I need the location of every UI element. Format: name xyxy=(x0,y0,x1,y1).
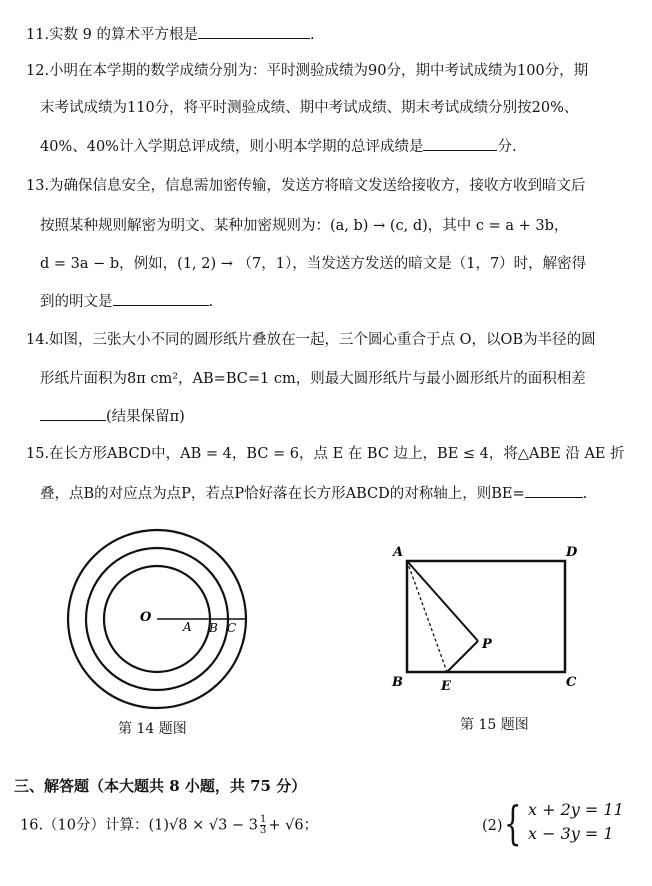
figure-14-circles xyxy=(66,528,248,710)
label-C: C xyxy=(227,621,237,635)
q14-line1: 14.如图，三张大小不同的圆形纸片叠放在一起，三个圆心重合于点 O，以OB为半径的圆 xyxy=(26,332,596,348)
fraction-denominator: 3 xyxy=(259,825,267,836)
answer-blank xyxy=(525,483,583,498)
q13-line3: d = 3a − b，例如，(1, 2) → （7，1），当发送方发送的暗文是（1，7）时，解密得 xyxy=(40,256,587,272)
fraction-numerator: 1 xyxy=(259,814,267,825)
label-B: B xyxy=(392,675,403,690)
q15-line2-text: 叠，点B的对应点为点P，若点P恰好落在长方形ABCD的对称轴上，则BE= xyxy=(40,486,525,502)
question-13-line4: 到的明文是 . xyxy=(40,291,213,312)
label-C: C xyxy=(566,675,577,690)
q16-part2-label: (2) xyxy=(482,818,503,834)
label-D: D xyxy=(566,545,578,560)
question-16-part1 xyxy=(20,815,318,836)
q12-line1: 12.小明在本学期的数学成绩分别为：平时测验成绩为90分，期中考试成绩为100分，期 xyxy=(26,63,589,79)
question-14-line3 xyxy=(40,406,185,427)
fig14-caption: 第 14 题图 xyxy=(118,721,187,737)
label-E: E xyxy=(441,679,451,694)
answer-blank xyxy=(113,291,209,306)
q15-line1: 15.在长方形ABCD中，AB = 4，BC = 6，点 E 在 BC 边上，BE ≤ 4，将△ABE 沿 AE 折 xyxy=(26,446,625,462)
q11-text: 11.实数 9 的算术平方根是 xyxy=(26,27,199,43)
q16-equation-1: x + 2y = 11 xyxy=(528,800,624,819)
q16-part1-text: 16.（10分）计算：(1)√8 × √3 − 3 xyxy=(20,817,258,834)
fold-line-ae xyxy=(407,561,447,672)
q16-fraction xyxy=(260,815,266,836)
question-15-line2: 叠，点B的对应点为点P，若点P恰好落在长方形ABCD的对称轴上，则BE= . xyxy=(40,483,587,504)
label-B: B xyxy=(209,621,218,635)
section-title: 三、解答题（本大题共 8 小题，共 75 分） xyxy=(14,777,307,795)
answer-blank xyxy=(198,24,310,39)
q13-line2: 按照某种规则解密为明文、某种加密规则为：(a, b) → (c, d)，其中 c = a + 3b， xyxy=(40,218,569,234)
question-12-line3 xyxy=(40,136,517,157)
label-O: O xyxy=(140,610,152,625)
fig15-caption: 第 15 题图 xyxy=(460,717,529,733)
label-A: A xyxy=(183,620,192,634)
q12-unit: 分. xyxy=(497,139,517,155)
q16-equation-2: x − 3y = 1 xyxy=(528,824,614,843)
q13-line4-text: 到的明文是 xyxy=(40,294,113,310)
q14-note: (结果保留π) xyxy=(106,409,185,425)
answer-blank xyxy=(423,136,497,151)
rectangle-abcd xyxy=(407,561,565,672)
label-A: A xyxy=(393,545,404,560)
segment-ap xyxy=(407,561,478,641)
q14-line2: 形纸片面积为8π cm²，AB=BC=1 cm，则最大圆形纸片与最小圆形纸片的面积相差 xyxy=(40,371,586,387)
segment-ep xyxy=(447,641,478,672)
q12-line2: 末考试成绩为110分，将平时测验成绩、期中考试成绩、期末考试成绩分别按20%、 xyxy=(40,100,579,116)
q16-part1-tail: + √6； xyxy=(268,817,319,834)
label-P: P xyxy=(482,637,492,652)
system-brace: { xyxy=(504,796,522,850)
figure-15-rectangle xyxy=(380,538,590,698)
answer-blank xyxy=(40,406,106,421)
q12-line3-text: 40%、40%计入学期总评成绩，则小明本学期的总评成绩是 xyxy=(40,139,424,155)
q13-line1: 13.为确保信息安全，信息需加密传输，发送方将暗文发送给接收方，接收方收到暗文后 xyxy=(26,178,586,194)
question-11: 11.实数 9 的算术平方根是 . xyxy=(26,24,315,45)
